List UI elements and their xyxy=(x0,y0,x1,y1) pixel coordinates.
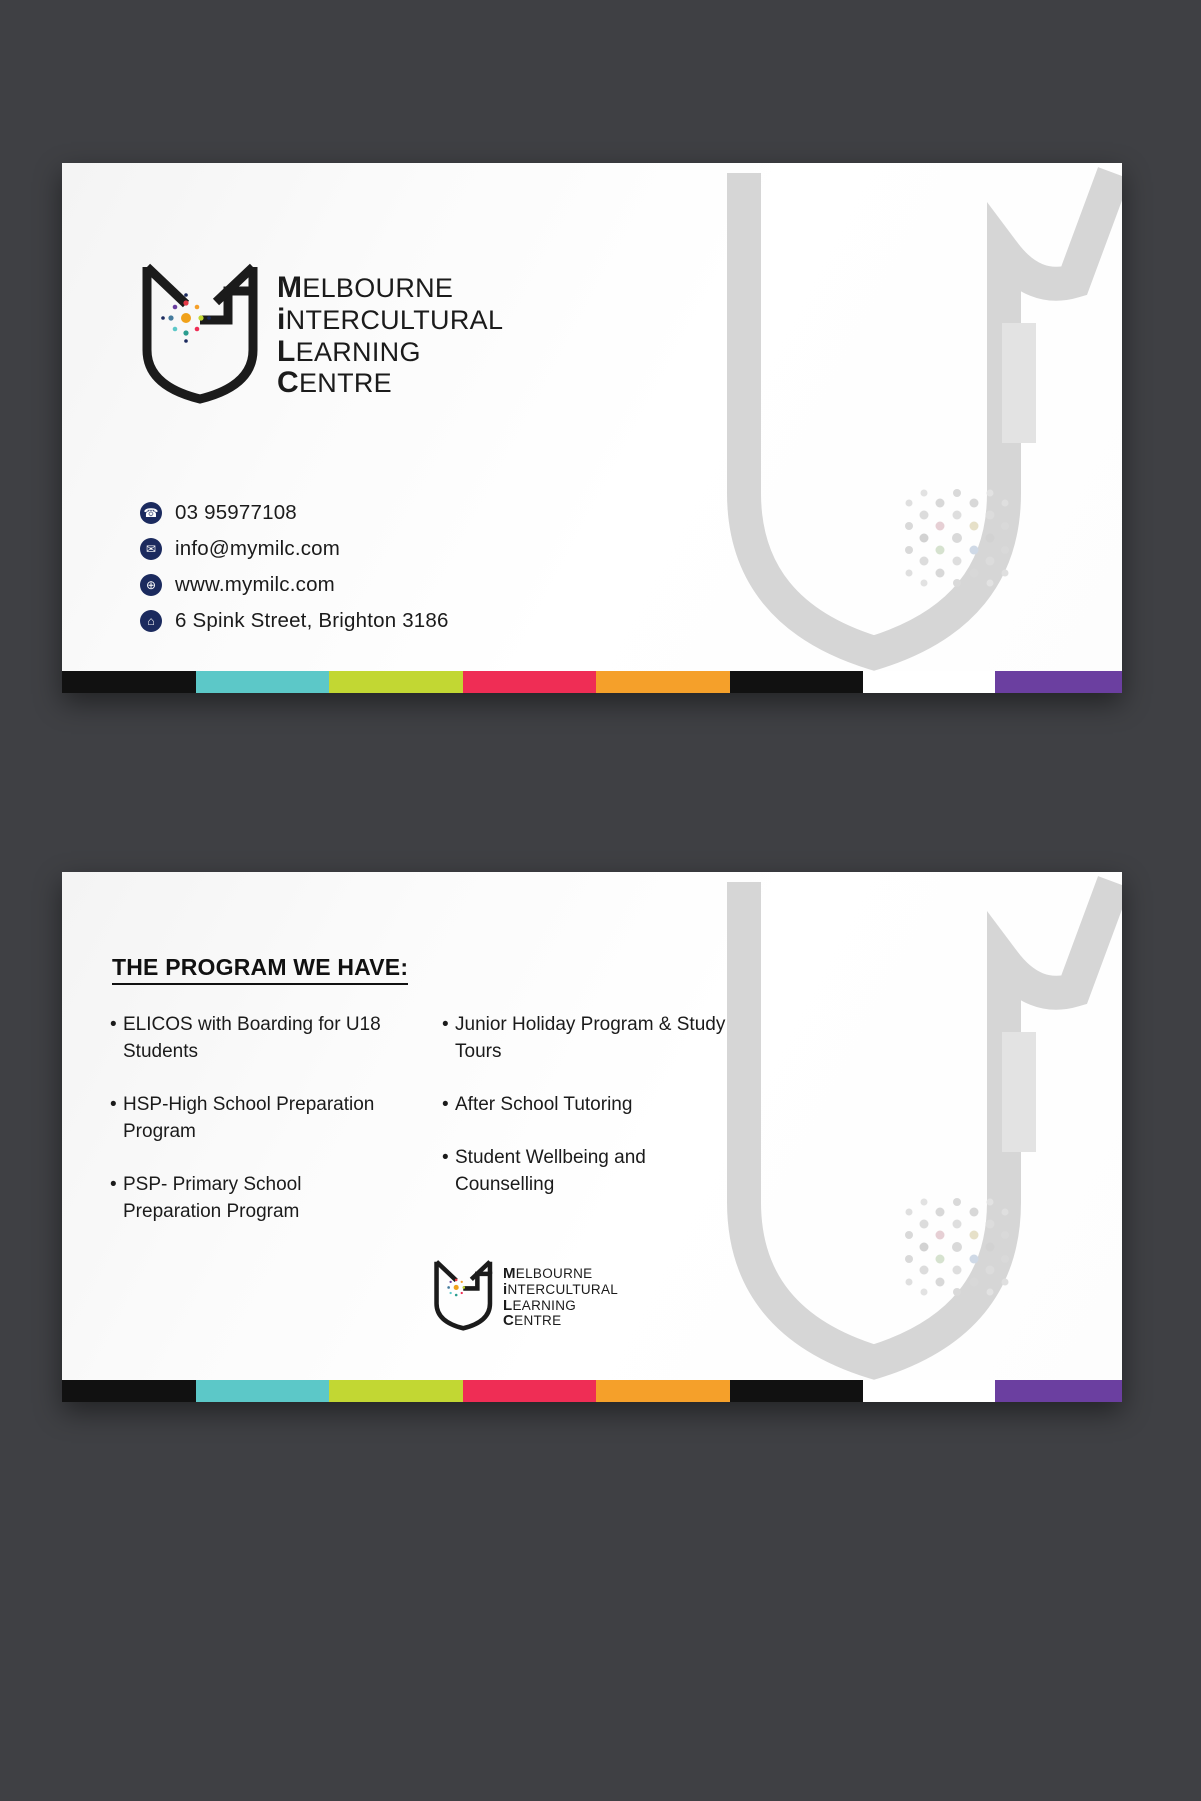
logo-line-1-rest: ELBOURNE xyxy=(515,1265,593,1281)
logo-line-2 xyxy=(277,304,503,336)
colorbar-segment-3 xyxy=(329,671,463,693)
brand-colorbar-front xyxy=(62,671,1122,693)
logo-line-1-cap: M xyxy=(503,1264,516,1282)
contact-email-text: info@mymilc.com xyxy=(175,537,341,560)
colorbar-segment-8 xyxy=(995,671,1122,693)
colorbar-segment-4 xyxy=(463,1380,597,1402)
list-item xyxy=(110,1012,400,1066)
programs-column-left xyxy=(110,1012,400,1252)
colorbar-segment-2 xyxy=(196,671,330,693)
bullet-icon: • xyxy=(442,1146,449,1168)
milc-shield-logo-icon xyxy=(138,258,263,413)
contact-row-phone xyxy=(140,501,449,525)
program-label: HSP-High School Preparation Program xyxy=(123,1093,375,1142)
logo-line-4 xyxy=(503,1313,618,1329)
logo-line-2-rest: NTERCULTURAL xyxy=(507,1281,619,1297)
list-item xyxy=(110,1172,400,1226)
logo-line-4-cap: C xyxy=(503,1312,515,1330)
bullet-icon: • xyxy=(110,1173,117,1195)
location-icon: ⌂ xyxy=(140,610,162,632)
logo-front xyxy=(138,258,503,413)
colorbar-segment-7 xyxy=(863,1380,994,1402)
logo-line-3-cap: L xyxy=(503,1296,513,1314)
brand-colorbar-back xyxy=(62,1380,1122,1402)
bullet-icon: • xyxy=(110,1014,117,1035)
milc-shield-logo-icon xyxy=(432,1257,495,1338)
bullet-icon: • xyxy=(110,1093,117,1115)
contact-phone-text: 03 95977108 xyxy=(175,501,297,524)
logo-line-1 xyxy=(503,1266,618,1282)
contact-website-text: www.mymilc.com xyxy=(175,573,335,596)
logo-line-1 xyxy=(277,272,503,304)
logo-line-3-cap: L xyxy=(277,334,296,368)
logo-line-3-rest: EARNING xyxy=(512,1297,577,1313)
list-item xyxy=(442,1012,732,1066)
logo-line-3-rest: EARNING xyxy=(295,336,421,367)
program-label: After School Tutoring xyxy=(455,1093,633,1115)
program-label: PSP- Primary School Preparation Program xyxy=(123,1173,302,1222)
logo-line-2-cap: i xyxy=(503,1280,508,1298)
list-item xyxy=(110,1092,400,1146)
logo-back xyxy=(432,1257,618,1338)
colorbar-segment-5 xyxy=(596,1380,730,1402)
phone-icon: ☎ xyxy=(140,502,162,524)
colorbar-segment-6 xyxy=(730,671,864,693)
logo-wordmark-back xyxy=(503,1266,618,1330)
contact-address-text: 6 Spink Street, Brighton 3186 xyxy=(175,609,449,632)
colorbar-segment-6 xyxy=(730,1380,864,1402)
logo-line-3 xyxy=(503,1298,618,1314)
logo-wordmark xyxy=(277,272,503,399)
logo-line-4 xyxy=(277,367,503,399)
program-label: Student Wellbeing and Counselling xyxy=(455,1146,646,1195)
contact-row-website xyxy=(140,573,449,597)
dot-mandala-decoration xyxy=(882,463,1032,613)
globe-icon: ⊕ xyxy=(140,574,162,596)
business-card-back xyxy=(62,872,1122,1402)
contact-row-address xyxy=(140,609,449,633)
program-label: Junior Holiday Program & Study Tours xyxy=(455,1014,726,1062)
colorbar-segment-3 xyxy=(329,1380,463,1402)
colorbar-segment-4 xyxy=(463,671,597,693)
list-item xyxy=(442,1092,732,1119)
business-card-front xyxy=(62,163,1122,693)
colorbar-segment-5 xyxy=(596,671,730,693)
logo-line-3 xyxy=(277,336,503,368)
program-label: ELICOS with Boarding for U18 Students xyxy=(123,1014,381,1062)
logo-line-1-rest: ELBOURNE xyxy=(302,272,454,303)
logo-line-4-cap: C xyxy=(277,366,299,400)
logo-line-4-rest: ENTRE xyxy=(514,1313,562,1329)
logo-line-2 xyxy=(503,1282,618,1298)
logo-line-4-rest: ENTRE xyxy=(298,368,392,399)
colorbar-segment-8 xyxy=(995,1380,1122,1402)
bullet-icon: • xyxy=(442,1093,449,1115)
logo-line-1-cap: M xyxy=(277,270,303,304)
contact-details-list xyxy=(140,501,449,633)
logo-line-2-rest: NTERCULTURAL xyxy=(285,304,504,335)
bullet-icon: • xyxy=(442,1014,449,1035)
dot-mandala-decoration-back xyxy=(882,1172,1032,1322)
list-item xyxy=(442,1145,732,1199)
programs-column-right xyxy=(442,1012,732,1252)
colorbar-segment-2 xyxy=(196,1380,330,1402)
email-icon: ✉ xyxy=(140,538,162,560)
programs-columns xyxy=(110,1012,750,1252)
logo-line-2-cap: i xyxy=(277,302,286,336)
contact-row-email xyxy=(140,537,449,561)
programs-heading: THE PROGRAM WE HAVE: xyxy=(112,954,408,985)
colorbar-segment-7 xyxy=(863,671,994,693)
colorbar-segment-1 xyxy=(62,671,196,693)
colorbar-segment-1 xyxy=(62,1380,196,1402)
